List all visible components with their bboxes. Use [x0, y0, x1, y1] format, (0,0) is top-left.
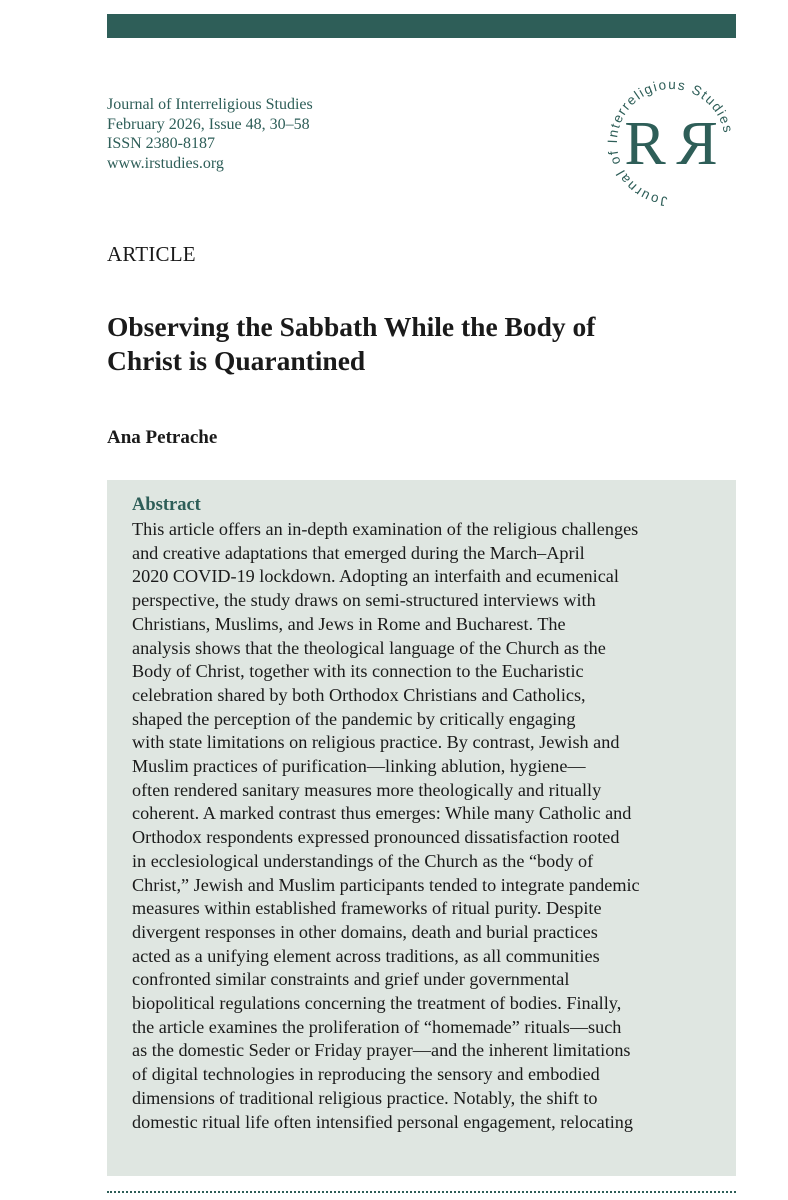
journal-info	[107, 95, 313, 173]
header-color-bar	[107, 14, 736, 38]
journal-logo	[600, 72, 742, 214]
logo-ring-text: Journal of Interreligious Studies	[604, 76, 737, 209]
journal-website[interactable]: www.irstudies.org	[107, 154, 224, 172]
article-title	[107, 310, 747, 378]
abstract-line: with state limitations on religious practice. By contrast, Jewish and	[132, 732, 620, 753]
journal-issue: February 2026, Issue 48, 30–58	[107, 115, 310, 133]
abstract-line: shaped the perception of the pandemic by critically engaging	[132, 708, 576, 729]
abstract-line: often rendered sanitary measures more theologically and ritually	[132, 779, 602, 800]
journal-issn: ISSN 2380-8187	[107, 135, 216, 152]
article-title-line: Christ is Quarantined	[107, 345, 366, 376]
svg-text:R: R	[676, 110, 718, 178]
abstract-line: This article offers an in-depth examination of the religious challenges	[132, 519, 639, 539]
abstract-line: analysis shows that the theological language of the Church as the	[132, 637, 606, 658]
section-label: ARTICLE	[107, 242, 196, 266]
abstract-line: 2020 COVID-19 lockdown. Adopting an interfaith and ecumenical	[132, 566, 619, 587]
abstract-line: Christians, Muslims, and Jews in Rome and Bucharest. The	[132, 613, 566, 634]
abstract-line: Muslim practices of purification—linking ablution, hygiene—	[132, 756, 586, 777]
article-author: Ana Petrache	[107, 427, 218, 448]
footer-dotted-divider	[107, 1191, 736, 1193]
abstract-line: domestic ritual life often intensified personal engagement, relocating	[132, 1111, 633, 1132]
journal-logo-seal	[600, 72, 742, 214]
abstract-line: and creative adaptations that emerged during the March–April	[132, 542, 585, 563]
abstract-body	[132, 518, 640, 1134]
abstract-line: of digital technologies in reproducing the sensory and embodied	[132, 1064, 600, 1085]
abstract-line: in ecclesiological understandings of the Church as the “body of	[132, 850, 594, 871]
abstract-box	[107, 480, 736, 1176]
abstract-line: Christ,” Jewish and Muslim participants tended to integrate pandemic	[132, 874, 640, 895]
abstract-line: Orthodox respondents expressed pronounced dissatisfaction rooted	[132, 827, 620, 848]
abstract-line: celebration shared by both Orthodox Christians and Catholics,	[132, 684, 586, 705]
abstract-line: Body of Christ, together with its connection to the Eucharistic	[132, 661, 584, 682]
abstract-heading: Abstract	[132, 495, 201, 515]
abstract-line: coherent. A marked contrast thus emerges: While many Catholic and	[132, 803, 632, 824]
svg-text:R: R	[624, 110, 666, 178]
abstract-line: confronted similar constraints and grief under governmental	[132, 969, 570, 990]
abstract-line: as the domestic Seder or Friday prayer—and the inherent limitations	[132, 1040, 631, 1061]
abstract-line: the article examines the proliferation of “homemade” rituals—such	[132, 1016, 622, 1037]
abstract-line: divergent responses in other domains, death and burial practices	[132, 921, 598, 942]
abstract-line: acted as a unifying element across traditions, as all communities	[132, 945, 600, 966]
abstract-line: dimensions of traditional religious practice. Notably, the shift to	[132, 1087, 598, 1108]
abstract-line: measures within established frameworks of ritual purity. Despite	[132, 898, 602, 919]
article-title-line: Observing the Sabbath While the Body of	[107, 311, 596, 342]
journal-name: Journal of Interreligious Studies	[107, 96, 313, 113]
abstract-line: perspective, the study draws on semi-structured interviews with	[132, 590, 596, 611]
abstract-line: biopolitical regulations concerning the treatment of bodies. Finally,	[132, 993, 622, 1014]
logo-rr-mark	[624, 110, 717, 178]
